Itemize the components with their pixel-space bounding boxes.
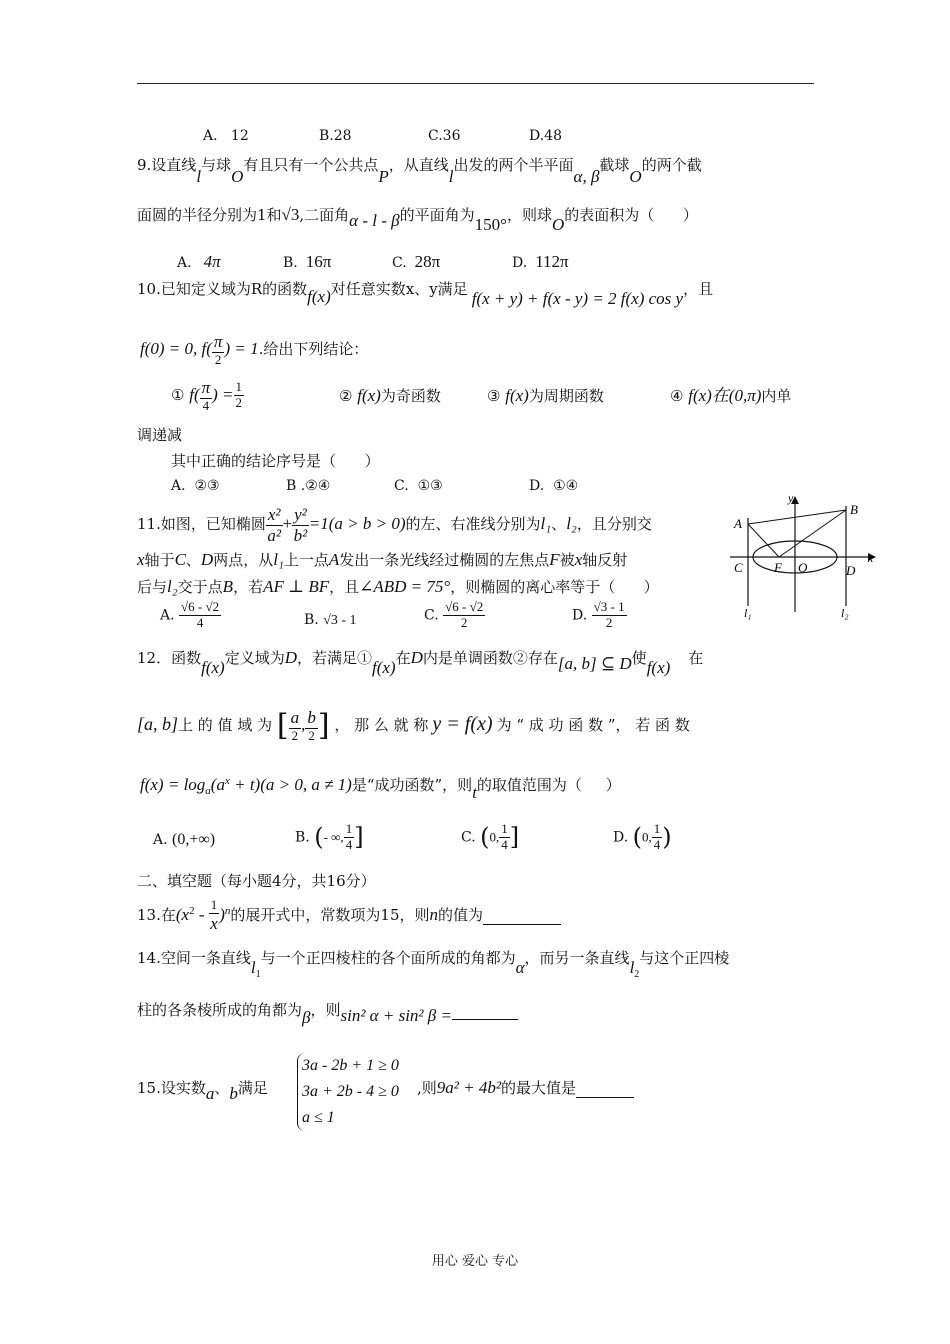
fig-label-y: y [788,491,794,505]
q15-inequality-system [297,1053,399,1131]
q15-constraint-1: 3a - 2b + 1 ≥ 0 [302,1057,399,1074]
q10-option-a: A. ②③ [171,478,220,494]
q9-line1: 9.设直线l与球O有且只有一个公共点P，从直线l出发的两个半平面α, β截球O的两个截 [137,156,702,186]
fig-label-c: C [734,560,743,575]
q14-line2: 柱的各条棱所成的角都为β，则sin² α + sin² β = [137,1000,518,1020]
q15-constraint-3: a ≤ 1 [302,1109,335,1126]
q14-line1: 14.空间一条直线$l_1$与一个正四棱柱的各个面所成的角都为α，而另一条直线$l_2$与这个正四棱 [137,949,730,980]
segment-ab [748,510,846,524]
q11-option-d: D. $\frac{√3 - 1}{2}$ [572,599,625,630]
q8-option-d: D.48 [529,128,562,144]
q8-option-c: C.36 [428,128,461,144]
fig-label-o: O [798,560,808,575]
q11-option-b: B. √3 - 1 [304,612,357,628]
q11-ellipse-figure [728,490,878,620]
q12-option-a: A. (0,+∞) [153,831,216,848]
fig-label-l1: l₁ [744,606,752,620]
q15-tail: ,则9a² + 4b²的最大值是 [417,1078,634,1098]
q11-line2: x轴于C、D两点，从l₁上一点A发出一条光线经过椭圆的左焦点F被x轴反射 [137,550,628,569]
q10-question: 其中正确的结论序号是（ ） [171,452,380,470]
q12-line3: $f(x) = \log_a(a^x + t)(a > 0$, a ≠ 1)是“成功函数”，则t的取值范围为（ ） [140,775,621,802]
q15-answer-blank[interactable] [576,1079,634,1098]
q9-line2: 面圆的半径分别为1和√3,二面角α - l - β的平面角为150°，则球O的表面积为（ ） [137,205,698,234]
q11-line3: 后与l₂交于点B，若AF ⊥ BF，且∠ABD = 75°，则椭圆的离心率等于（ ） [137,577,659,596]
q11-option-c: C. $\frac{√6 - √2}{2}$ [424,599,484,630]
q10-option-b: B .②④ [286,478,331,494]
fig-label-l2: l₂ [841,606,849,620]
q12-line2: [a, b]上 的 值 域 为 [ $\frac{a}{2}$ , $\frac{b}{2}$ ] ， 那 么 就 称 y = f(x) 为 “ 成 功 函 数 ”， 若 函 数 [137,708,690,743]
q10-conclusion-1: ① f( $\frac{\pi}{4}$ ) = $\frac{1}{2}$ [171,378,243,413]
q12-option-b: B. (- ∞, $\frac{1}{4}$ ] [295,821,364,852]
q10-line1: 10.已知定义域为R的函数f(x)对任意实数x、y满足 f(x + y) + f(x - y) = 2 f(x) cos y，且 [137,280,714,308]
fig-label-b: B [850,502,858,517]
q15-constraint-2: 3a + 2b - 4 ≥ 0 [302,1083,399,1100]
q11-option-a: A. $\frac{√6 - √2}{4}$ [160,599,220,630]
fig-label-a: A [734,516,742,531]
ray-af [748,524,779,557]
q12-option-c: C. (0, $\frac{1}{4}$ ] [461,821,520,852]
q12-line1: 12．函数f(x)定义域为D，若满足①f(x)在D内是单调函数②存在[a, b] ⊆ D使f(x) 在 [137,648,704,677]
q10-conditions: f(0) = 0, f( $\frac{\pi}{2}$ ) = 1.给出下列结论： [140,332,369,367]
q14-answer-blank[interactable] [452,1001,518,1020]
q10-conclusion-2: ② f(x)为奇函数 [339,386,441,405]
q9-option-c: C. 28π [392,252,441,271]
page-footer: 用心 爱心 专心 [431,1254,519,1269]
header-rule [137,83,814,84]
q13-answer-blank[interactable] [483,906,561,925]
q9-option-b: B. 16π [283,252,332,271]
section-2-title: 二、填空题（每小题4分，共16分） [137,872,376,890]
q13-line: 13.在($x^2$ - $\frac{1}{x}$ )$^n$的展开式中，常数项为15，则n的值为 [137,898,561,933]
fig-label-x: x [868,551,874,565]
fig-label-f: F [774,560,782,575]
q11-line1: 11.如图，已知椭圆 $\frac{\text{x²}}{\text{a²}}$ + $\frac{\text{y²}}{\text{b²}}$ =1(a > b > 0)的左、右准线分别为l₁、l₂，且分别交 [137,505,652,545]
q15-lead: 15.设实数a、b满足 [137,1079,268,1103]
q8-option-a: A. 12 [203,128,249,144]
q9-option-a: A. 4π [177,252,221,271]
q10-conclusion-4-cont: 调递减 [137,426,183,444]
fig-label-d: D [846,563,856,578]
q10-conclusion-3: ③ f(x)为周期函数 [487,386,604,405]
q9-option-d: D. 112π [512,252,569,271]
q8-option-b: B.28 [319,128,352,144]
q10-option-c: C. ①③ [394,478,443,494]
q10-conclusion-4: ④ f(x)在(0,π)内单 [670,386,792,405]
q10-option-d: D. ①④ [529,478,579,494]
ray-fb [779,510,846,557]
q12-option-d: D. (0, $\frac{1}{4}$ ) [613,821,672,852]
